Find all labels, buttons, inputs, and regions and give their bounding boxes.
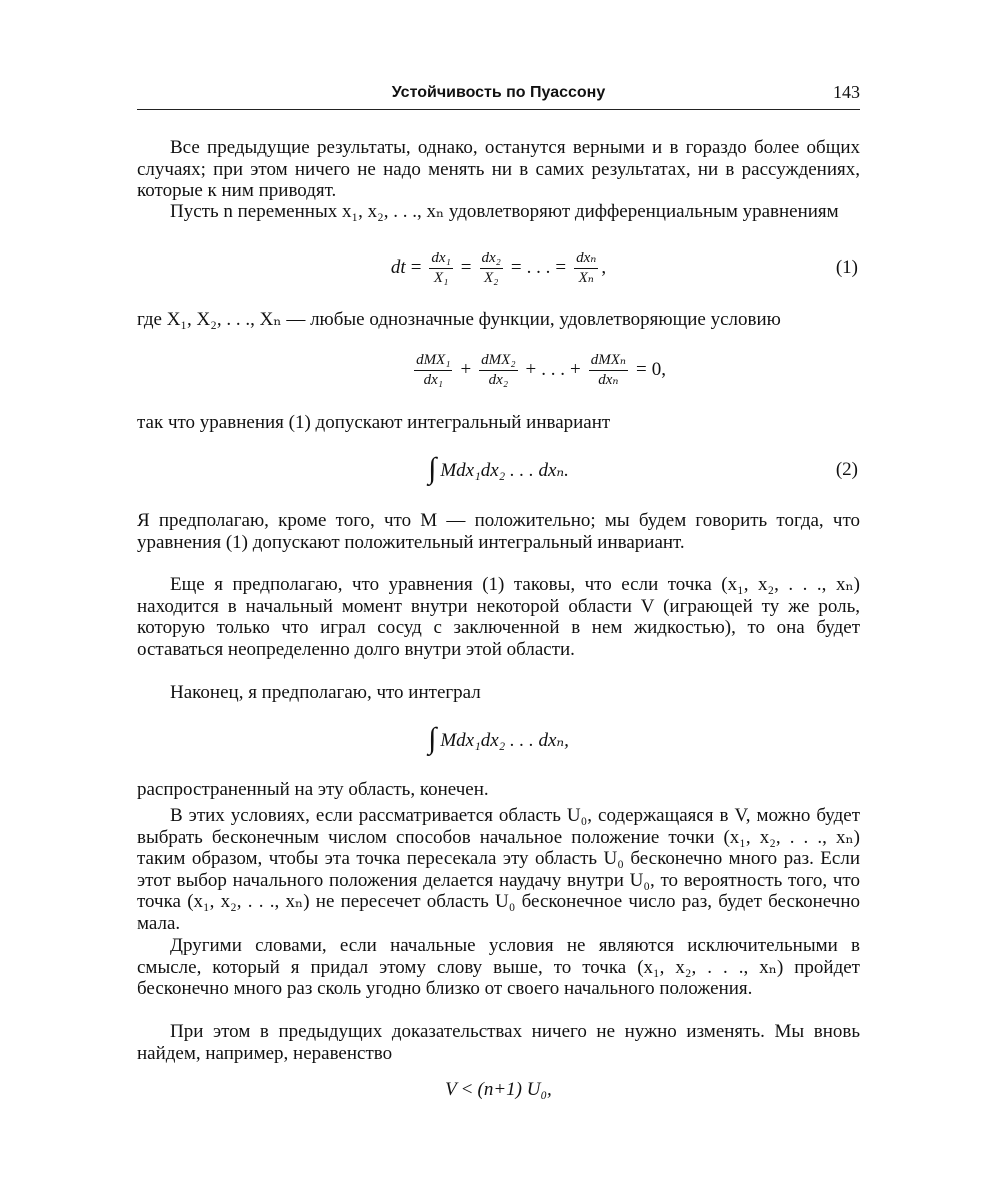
eq1-ellipsis: . . . [526,257,551,278]
eq1-den-1: X₁ [433,269,449,286]
integral-sign: ∫ [428,722,437,755]
page-header [137,84,860,108]
equation-number-2: (2) [835,459,858,480]
cond-fraction-2 [479,352,517,389]
paragraph-4: так что уравнения (1) допускают интегральный инвариант [137,412,611,433]
cond-equals: = [635,359,647,380]
paragraph-5: Я предполагаю, кроме того, что M — положительно; мы будем говорить тогда, что уравнения (1) допускают положительный интегральный инвариант. [137,510,860,553]
paragraph-6: Еще я предполагаю, что уравнения (1) таковы, что если точка (x₁, x₂, . . ., xₙ) находится в начальный момент внутри некоторой области V (играющей ту же роль, которую только что играл сосуд с заключенной в нем жидкостью), то она будет оставаться неопределенно долго внутри этой области. [137,574,860,660]
cond-num-1: dMX₁ [414,352,452,371]
eq2-integrand: Mdx₁dx₂ . . . dxₙ. [440,459,569,481]
ineq-lhs: V [445,1079,457,1100]
cond-den-n: dxₙ [598,371,619,388]
paragraph-11: При этом в предыдущих доказательствах ничего не нужно изменять. Мы вновь найдем, например, неравенство [137,1021,860,1064]
cond-rhs: 0, [651,359,666,380]
paragraph-2: Пусть n переменных x₁, x₂, . . ., xₙ удовлетворяют дифференциальным уравнениям [170,201,839,222]
inequality [137,1070,860,1110]
eq3-integrand: Mdx₁dx₂ . . . dxₙ, [440,729,569,751]
page-number: 143 [833,82,860,102]
equation-3 [137,720,860,760]
eq1-fraction-n [574,250,598,287]
header-rule [137,109,860,110]
paragraph-9: В этих условиях, если рассматривается область U₀, содержащаяся в V, можно будет выбрать бесконечным числом способов начальное положение точки (x₁, x₂, . . ., xₙ) таким образом, чтобы эта точка пересекала эту область U₀ бесконечно много раз. Если этот выбор начального положения делается наудачу внутри U₀, то вероятность того, что точка (x₁, x₂, . . ., xₙ) не пересечет область U₀ бесконечное число раз, будет бесконечно мала. [137,805,860,934]
eq1-num-1: dx₁ [429,250,452,269]
eq1-den-2: X₂ [484,269,499,286]
eq1-num-n: dxₙ [574,250,598,269]
eq1-fraction-2 [480,250,503,287]
condition-formula [137,350,860,390]
paragraph-7: Наконец, я предполагаю, что интеграл [170,682,481,703]
paragraph-10: Другими словами, если начальные условия не являются исключительными в смысле, который я придал этому слову выше, то точка (x₁, x₂, . . ., xₙ) пройдет бесконечно много раз сколь угодно близко от своего начального положения. [137,935,860,999]
equation-number-1: (1) [835,257,858,278]
cond-fraction-1 [414,352,452,389]
cond-plus: + [525,359,537,380]
cond-den-2: dx₂ [488,371,509,388]
paragraph-1: Все предыдущие результаты, однако, останутся верными и в гораздо более общих случаях; при этом ничего не надо менять ни в самих результатах, ни в рассуждениях, которые к ним приводят. [137,137,860,201]
ineq-rel: < [461,1079,473,1100]
eq1-fraction-1 [429,250,452,287]
cond-num-n: dMXₙ [589,352,628,371]
paragraph-3: где X₁, X₂, . . ., Xₙ — любые однозначные функции, удовлетворяющие условию [137,309,781,330]
cond-ellipsis: . . . [541,359,565,380]
equation-2 [137,450,860,490]
ineq-rhs: (n+1) U₀, [477,1079,552,1100]
eq1-den-n: Xₙ [578,269,594,286]
eq1-equals: = [555,257,567,278]
running-title: Устойчивость по Пуассону [391,84,606,101]
paragraph-8: распространенный на эту область, конечен. [137,779,489,800]
eq1-equals: = [510,257,522,278]
eq1-equals: = [410,257,422,278]
cond-num-2: dMX₂ [479,352,517,371]
cond-plus: + [460,359,472,380]
equation-1 [137,248,860,288]
eq1-num-2: dx₂ [480,250,503,269]
integral-sign: ∫ [428,452,437,485]
cond-plus: + [570,359,581,380]
cond-fraction-n [589,352,628,389]
eq1-comma: , [601,257,607,278]
cond-den-1: dx₁ [423,371,443,388]
eq1-equals: = [460,257,472,278]
eq1-lhs: dt [390,257,406,278]
